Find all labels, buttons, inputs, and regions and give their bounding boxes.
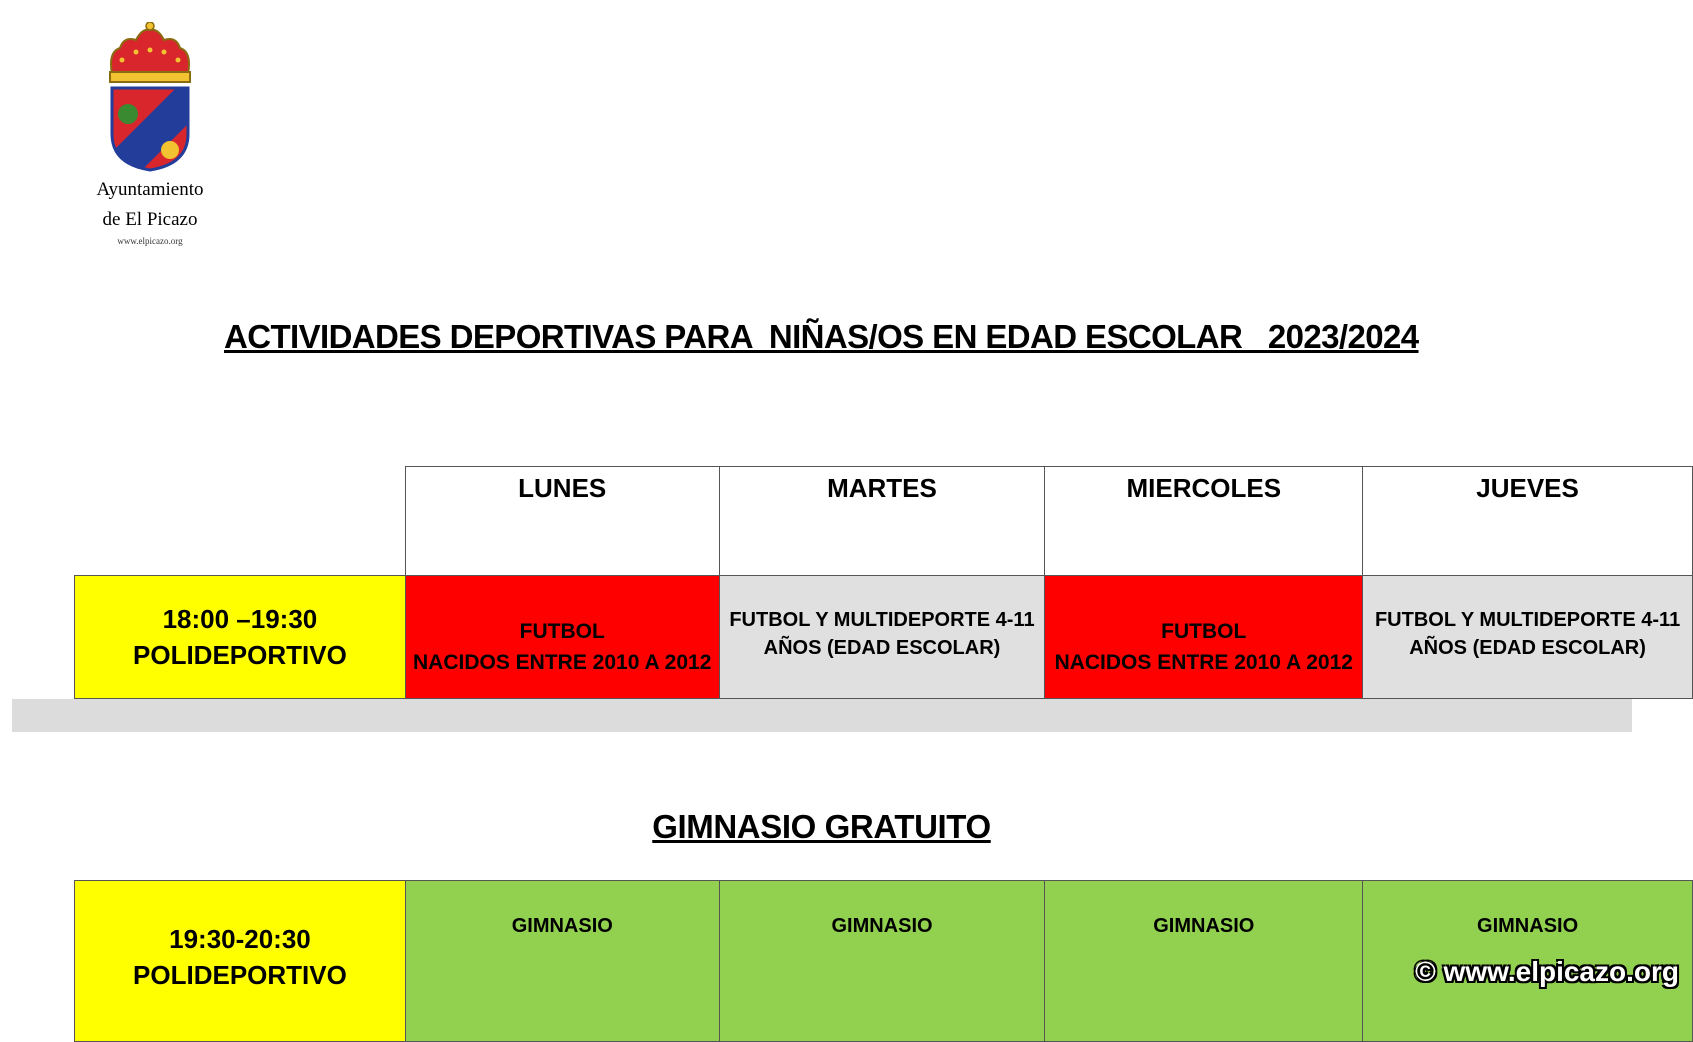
activity-cell-martes <box>719 576 1045 699</box>
org-name-line2: de El Picazo <box>102 209 198 230</box>
page-title: ACTIVIDADES DEPORTIVAS PARA NIÑAS/OS EN EDAD ESCOLAR 2023/2024 <box>224 318 1419 355</box>
time-range: 18:00 –19:30 <box>162 604 318 634</box>
gym-cell-jueves: GIMNASIO <box>1363 881 1693 1042</box>
activity-cell-lunes <box>405 576 719 699</box>
time-slot-cell <box>75 576 406 699</box>
activity-name: FUTBOL Y MULTIDEPORTE 4-11 AÑOS (EDAD ESCOLAR) <box>729 609 1035 659</box>
day-header-martes: MARTES <box>719 467 1045 576</box>
day-header-lunes: LUNES <box>405 467 719 576</box>
gym-time-slot-cell <box>75 881 406 1042</box>
org-name-line1: Ayuntamiento <box>96 179 204 200</box>
activity-cell-jueves <box>1363 576 1693 699</box>
day-header-jueves: JUEVES <box>1363 467 1693 576</box>
activity-detail: NACIDOS ENTRE 2010 A 2012 <box>1054 651 1353 674</box>
gym-cell-miercoles: GIMNASIO <box>1045 881 1363 1042</box>
venue: POLIDEPORTIVO <box>133 640 347 670</box>
municipal-logo <box>70 22 230 246</box>
gym-section-title: GIMNASIO GRATUITO <box>652 808 991 845</box>
schedule-table <box>74 466 1693 699</box>
activity-detail: NACIDOS ENTRE 2010 A 2012 <box>413 651 712 674</box>
coat-of-arms-icon <box>102 22 198 172</box>
separator-band <box>12 699 1632 732</box>
gym-cell-martes: GIMNASIO <box>719 881 1045 1042</box>
activity-name: FUTBOL Y MULTIDEPORTE 4-11 AÑOS (EDAD ESCOLAR) <box>1374 609 1681 659</box>
activity-name: FUTBOL <box>1161 620 1247 643</box>
gym-cell-lunes: GIMNASIO <box>405 881 719 1042</box>
copyright-watermark: © www.elpicazo.org <box>1415 956 1679 987</box>
activity-name: FUTBOL <box>519 620 605 643</box>
org-website: www.elpicazo.org <box>117 236 183 246</box>
activity-cell-miercoles <box>1045 576 1363 699</box>
day-header-miercoles: MIERCOLES <box>1045 467 1363 576</box>
header-empty-cell <box>75 467 406 576</box>
gym-venue: POLIDEPORTIVO <box>133 960 347 990</box>
gym-time-range: 19:30-20:30 <box>169 924 311 954</box>
